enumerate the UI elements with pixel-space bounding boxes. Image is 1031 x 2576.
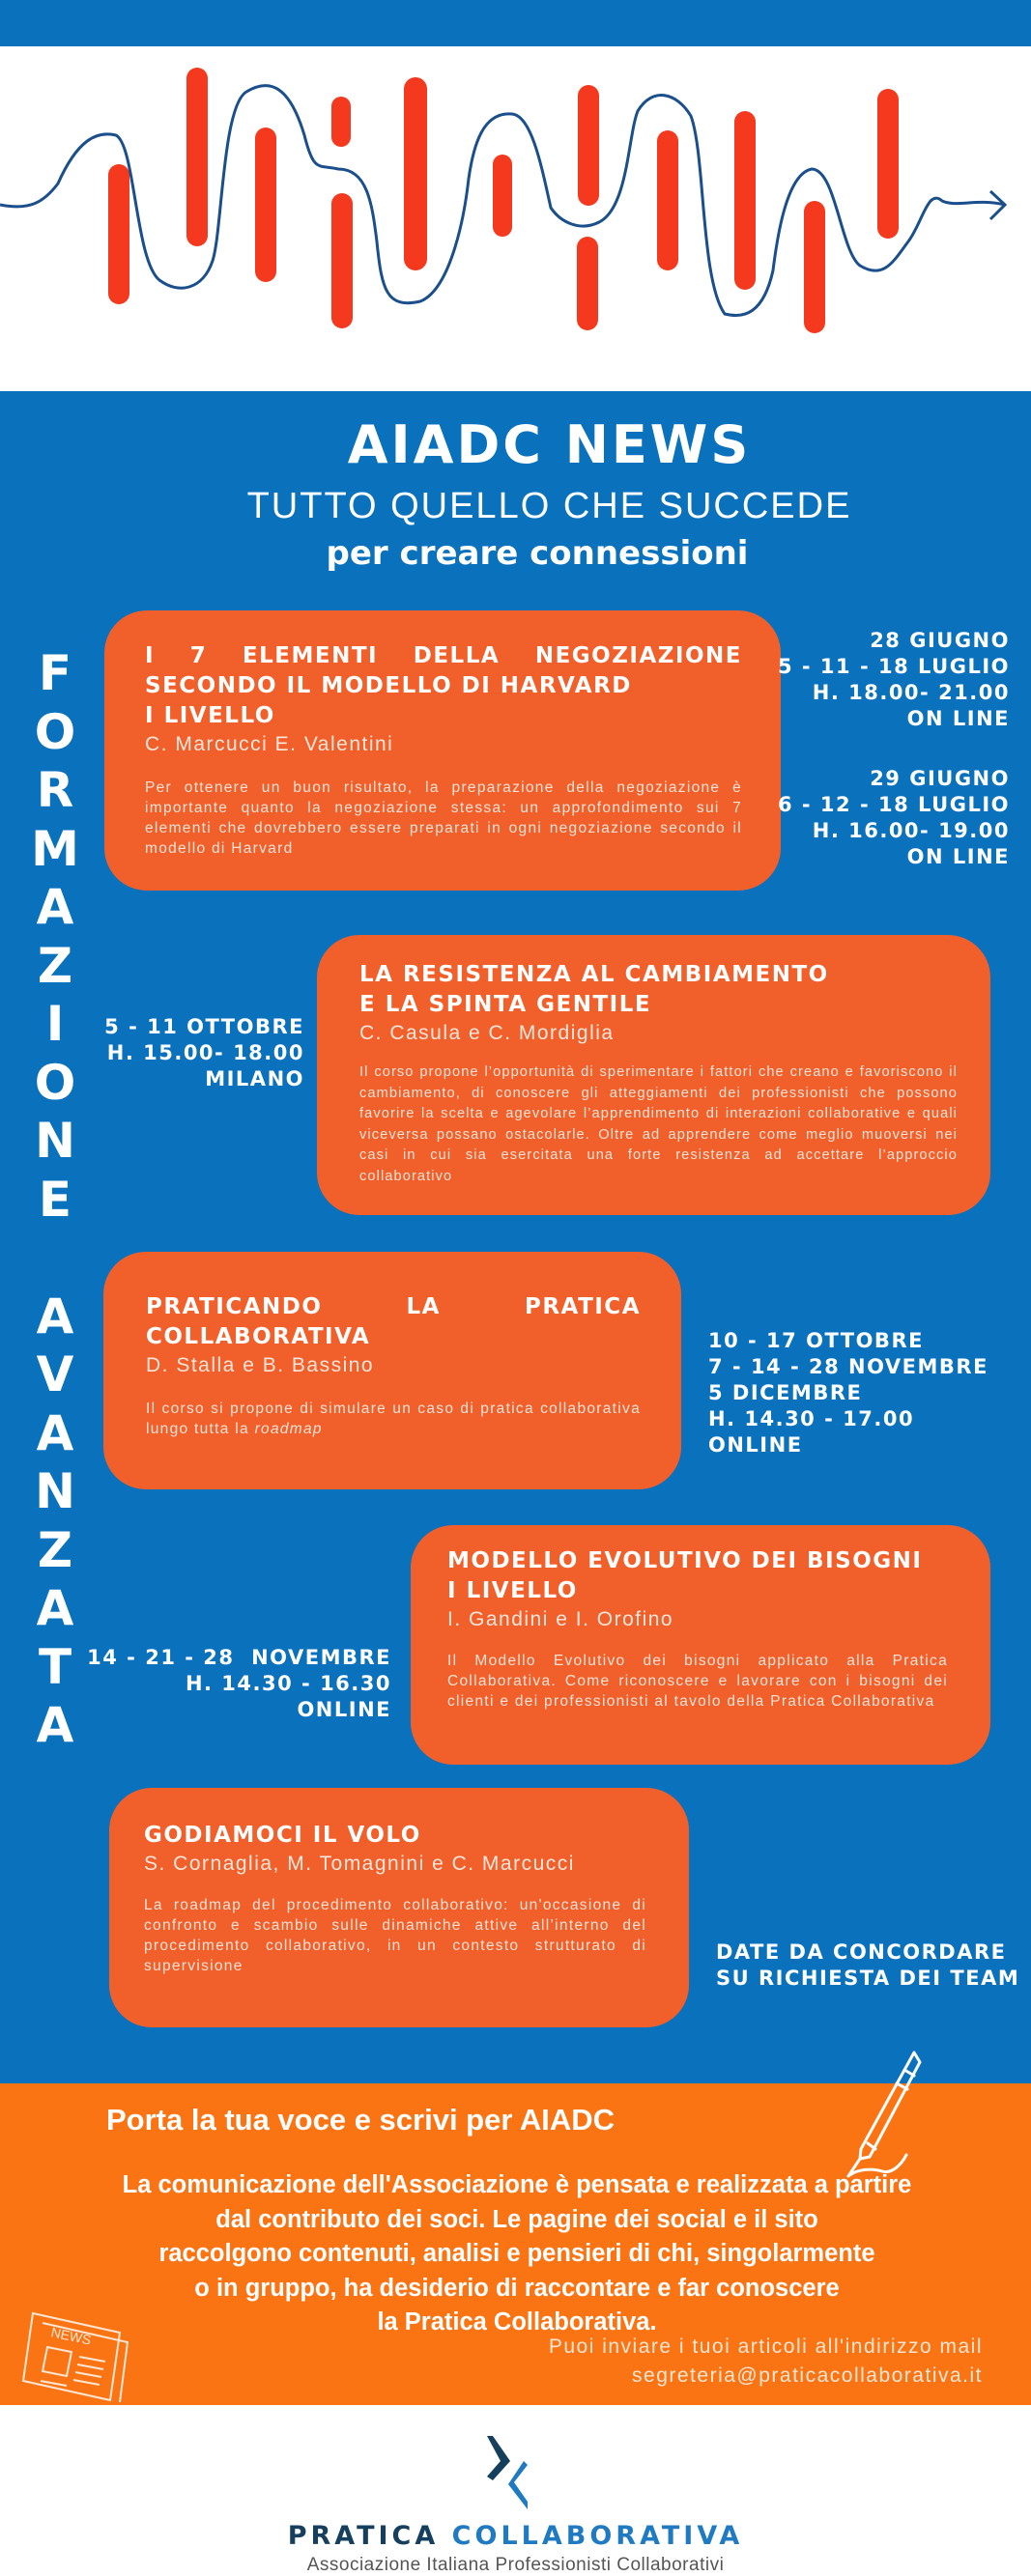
contribute-body: [29, 2168, 1005, 2340]
course-title: [447, 1546, 948, 1606]
vertical-letter: [21, 1229, 89, 1288]
newsletter-tagline: per creare connessioni: [326, 534, 749, 573]
vertical-letter: E: [38, 1171, 72, 1228]
contribute-banner: [0, 2083, 1031, 2405]
contribute-body-line: la Pratica Collaborativa.: [377, 2308, 657, 2335]
pen-writing-icon: [800, 2043, 935, 2188]
schedule-line: H. 14.30 - 17.00: [708, 1407, 915, 1430]
vertical-label-formazione-avanzata: [21, 644, 89, 1755]
schedule-line: H. 18.00- 21.00: [812, 681, 1010, 704]
vertical-letter: A: [36, 1404, 74, 1461]
course-description: [146, 1399, 641, 1439]
course-card: [103, 1252, 681, 1489]
schedule-line: H. 16.00- 19.00: [812, 819, 1010, 842]
vertical-letter: A: [36, 1697, 74, 1753]
vertical-letter: N: [35, 1463, 75, 1519]
course-schedule: [716, 1939, 1019, 1992]
course-title-line: SECONDO IL MODELLO DI HARVARD: [145, 673, 632, 698]
course-schedule: [104, 1014, 304, 1092]
course-schedule: [87, 1645, 391, 1723]
schedule-line: 28 GIUGNO: [870, 629, 1010, 652]
schedule-line: ON LINE: [906, 707, 1010, 730]
logo-wordmark: [0, 2521, 1031, 2551]
course-title-line: GODIAMOCI IL VOLO: [144, 1823, 421, 1848]
schedule-line: 5 - 11 - 18 LUGLIO: [777, 655, 1010, 678]
schedule-line: 10 - 17 OTTOBRE: [708, 1329, 924, 1352]
logo-subtitle: Associazione Italiana Professionisti Collaborativi: [306, 2555, 725, 2575]
course-authors: S. Cornaglia, M. Tomagnini e C. Marcucci: [144, 1853, 575, 1875]
vertical-letter: T: [38, 1638, 72, 1695]
schedule-line: ONLINE: [708, 1433, 803, 1457]
vertical-letter: F: [38, 645, 72, 701]
course-schedule: [778, 766, 1010, 870]
schedule-line: DATE DA CONCORDARE: [716, 1940, 1007, 1964]
contribute-body-line: o in gruppo, ha desiderio di raccontare e far conoscere: [194, 2274, 840, 2302]
course-title: [359, 960, 958, 1020]
course-authors: C. Marcucci E. Valentini: [145, 733, 394, 755]
course-description-italic: roadmap: [254, 1421, 323, 1437]
contribute-title: Porta la tua voce e scrivi per AIADC: [106, 2103, 616, 2137]
red-bars: [108, 68, 899, 333]
course-description: Il corso propone l’opportunità di sperimentare i fattori che creano e favoriscono il cambiamento, di conoscere gli atteggiamenti dei professionisti che possono favorire la scelta e agevolare l’apprendimento di interazioni collaborative e quali viceversa possano ostacolarle. Oltre ad apprendere come meglio muoversi nei casi in cui sia esercitata una forte resistenza ad accettare l’approccio collaborativo: [359, 1064, 958, 1184]
course-authors: C. Casula e C. Mordiglia: [359, 1022, 615, 1044]
course-title-line: LA RESISTENZA AL CAMBIAMENTO: [359, 962, 829, 987]
course-authors: I. Gandini e I. Orofino: [447, 1608, 674, 1630]
vertical-letter: O: [34, 1054, 76, 1111]
course-title-line: PRATICANDO LA PRATICA: [146, 1294, 641, 1319]
hero-illustration: [0, 48, 1031, 391]
vertical-letter: A: [36, 1580, 74, 1636]
contribute-body-line: La comunicazione dell'Associazione è pensata e realizzata a partire: [122, 2171, 912, 2198]
vertical-letter: Z: [37, 937, 73, 994]
course-title: [145, 641, 742, 731]
course-title: [146, 1292, 641, 1352]
email-link[interactable]: segreteria@praticacollaborativa.it: [632, 2364, 983, 2387]
vertical-letter: M: [31, 820, 79, 877]
schedule-line: 5 - 11 OTTOBRE: [104, 1015, 304, 1038]
course-title-line: I 7 ELEMENTI DELLA NEGOZIAZIONE: [145, 643, 742, 668]
schedule-line: H. 14.30 - 16.30: [185, 1672, 391, 1695]
course-description: La roadmap del procedimento collaborativo: un'occasione di confronto e scambio sulle dinamiche attive all’interno del procedimento collaborativo, in un contesto strutturato di supervisione: [144, 1897, 646, 1974]
schedule-line: 29 GIUGNO: [870, 767, 1010, 790]
course-card: [317, 935, 990, 1215]
logo-word-collaborativa: COLLABORATIVA: [451, 2521, 744, 2551]
schedule-line: SU RICHIESTA DEI TEAM: [716, 1967, 1020, 1990]
pratica-collaborativa-logo-icon: [473, 2432, 541, 2514]
arrow-head-icon: [990, 191, 1005, 219]
course-description: Per ottenere un buon risultato, la preparazione della negoziazione è importante quanto la negoziazione stessa: un approfondimento sui 7 elementi che dovrebbero essere preparati in ogni negoziazione secondo il modello di Harvard: [145, 779, 742, 857]
course-authors: D. Stalla e B. Bassino: [146, 1354, 375, 1376]
vertical-letter: A: [36, 879, 74, 935]
vertical-letter: I: [45, 996, 65, 1052]
newsletter-title: AIADC NEWS: [347, 414, 752, 475]
course-title: [144, 1821, 646, 1851]
contribute-body-line: raccolgono contenuti, analisi e pensieri di chi, singolarmente: [158, 2240, 875, 2267]
course-title-line: MODELLO EVOLUTIVO DEI BISOGNI: [447, 1548, 923, 1573]
course-title-line: E LA SPINTA GENTILE: [359, 992, 652, 1017]
vertical-letter: O: [34, 703, 76, 760]
course-title-line: COLLABORATIVA: [146, 1324, 371, 1349]
schedule-line: ONLINE: [297, 1698, 391, 1721]
course-description: Il Modello Evolutivo dei bisogni applicato alla Pratica Collaborativa. Come riconoscere e lavorare con i bisogni dei clienti e dei professionisti al tavolo della Pratica Collaborativa: [447, 1653, 948, 1710]
vertical-letter: R: [36, 762, 74, 818]
logo-word-pratica: PRATICA: [287, 2521, 440, 2551]
course-description-text: Il corso si propone di simulare un caso di pratica collaborativa lungo tutta la: [146, 1401, 641, 1437]
top-banner-bar: [0, 0, 1031, 46]
course-schedule: [708, 1328, 988, 1458]
vertical-letter: V: [36, 1346, 74, 1402]
course-title-line: I LIVELLO: [145, 703, 275, 728]
mail-label: Puoi inviare i tuoi articoli all'indirizzo mail: [548, 2335, 983, 2358]
course-title-line: I LIVELLO: [447, 1578, 578, 1603]
contribute-body-line: dal contributo dei soci. Le pagine dei social e il sito: [215, 2205, 818, 2233]
course-card: [104, 610, 781, 891]
vertical-letter: A: [36, 1288, 74, 1345]
vertical-letter: N: [35, 1113, 75, 1169]
schedule-line: 6 - 12 - 18 LUGLIO: [777, 793, 1010, 816]
main-section: [0, 391, 1031, 2083]
newspaper-label: NEWS: [49, 2324, 93, 2348]
schedule-line: ON LINE: [906, 845, 1010, 868]
schedule-line: 5 DICEMBRE: [708, 1381, 863, 1404]
course-card: [411, 1525, 990, 1765]
schedule-line: 7 - 14 - 28 NOVEMBRE: [708, 1355, 988, 1378]
newsletter-subtitle: TUTTO QUELLO CHE SUCCEDE: [246, 486, 852, 526]
wave-illustration: [0, 48, 1031, 391]
schedule-line: 14 - 21 - 28 NOVEMBRE: [87, 1646, 391, 1669]
footer: [0, 2405, 1031, 2576]
contribute-mail-info: [549, 2333, 983, 2391]
course-schedule: [778, 628, 1010, 732]
schedule-line: MILANO: [205, 1067, 304, 1090]
course-card: [109, 1788, 689, 2027]
vertical-letter: Z: [37, 1521, 73, 1578]
schedule-line: H. 15.00- 18.00: [106, 1041, 304, 1064]
